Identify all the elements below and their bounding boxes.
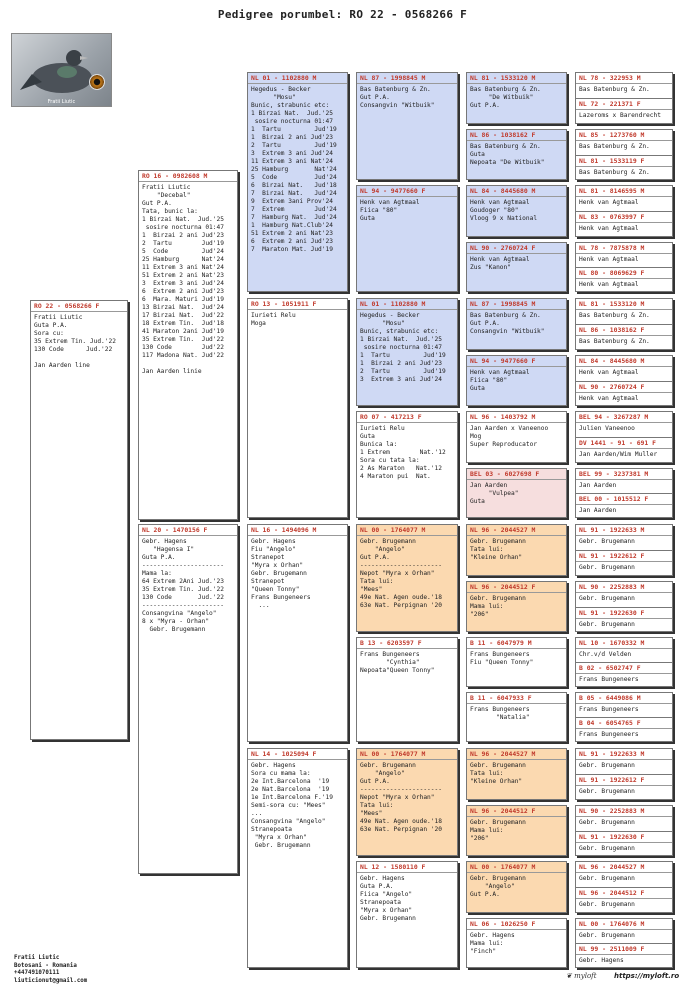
g5-breeder: Gebr. Brugemann (579, 564, 635, 571)
g5-pair-4 (575, 242, 673, 292)
g5-sire (576, 130, 672, 155)
g5-sire (576, 243, 672, 267)
dds-card (356, 748, 458, 856)
g5-pair-5 (575, 298, 673, 350)
g5-sire (576, 919, 672, 943)
g5-breeder: Frans Bungeneers (579, 706, 639, 713)
g5-breeder: Lazeroms x Barendrecht (579, 112, 661, 119)
g5-sire (576, 469, 672, 493)
logo-text: myloft (574, 972, 597, 980)
g5-breeder: Bas Batenburg & Zn. (579, 338, 650, 345)
sss-id: NL 87 - 1998845 M (357, 74, 457, 84)
g4-card-4 (466, 242, 567, 292)
g5-breeder: Bas Batenburg & Zn. (579, 143, 650, 150)
g5-breeder: Bas Batenburg & Zn. (579, 312, 650, 319)
g5-breeder: Jan Aarden (579, 507, 617, 514)
sds-card (356, 298, 458, 406)
sds-id: NL 01 - 1102880 M (357, 300, 457, 310)
ddd-card (356, 861, 458, 968)
g4-id-5: NL 87 - 1998845 M (467, 300, 566, 310)
g5-id: NL 81 - 1533119 F (576, 157, 672, 167)
dsd-text: Frans Bungeneers "Cynthia" Nepoata"Queen Tonny" (360, 651, 435, 674)
g5-dam (576, 267, 672, 291)
g5-breeder: Gebr. Brugemann (579, 901, 635, 908)
g4-card-8 (466, 468, 567, 518)
g5-pair-16 (575, 918, 673, 968)
dam-sire-text: Gebr. Hagens Fiu "Angelo" Stranepot "Myra x Orhan" Gebr. Brugemann Stranepot "Queen Tonny" Frans Bungeneers ... (251, 538, 311, 609)
g4-id-8: BEL 03 - 6027698 F (467, 470, 566, 480)
g5-breeder: Gebr. Hagens (579, 957, 624, 964)
g5-id: NL 90 - 2252883 M (576, 807, 672, 817)
g4-text-3: Henk van Agtmaal Goudoger "80" Vloog 9 x National (470, 199, 538, 222)
sire-dam-id: RO 13 - 1051911 F (248, 300, 347, 310)
g5-id: NL 84 - 8445680 M (576, 357, 672, 367)
g5-id: NL 91 - 1922633 M (576, 526, 672, 536)
g5-id: NL 91 - 1922633 M (576, 750, 672, 760)
g4-text-14: Gebr. Brugemann Mama lui: "206" (470, 819, 526, 842)
g5-breeder: Gebr. Brugemann (579, 538, 635, 545)
g4-id-15: NL 00 - 1764077 M (467, 863, 566, 873)
g4-card-14 (466, 805, 567, 856)
g5-id: B 05 - 6449086 M (576, 694, 672, 704)
g5-dam (576, 381, 672, 406)
g4-text-10: Gebr. Brugemann Mama lui: "206" (470, 595, 526, 618)
g5-breeder: Frans Bungeneers (579, 676, 639, 683)
g5-breeder: Henk van Agtmaal (579, 394, 639, 402)
g5-breeder: Henk van Agtmaal (579, 199, 639, 206)
g4-text-2: Bas Batenburg & Zn. Guta Nepoata "De Witbuik" (470, 143, 545, 166)
g5-dam (576, 437, 672, 462)
g5-dam (576, 662, 672, 686)
g5-dam (576, 98, 672, 123)
g5-dam (576, 155, 672, 180)
g5-pair-3 (575, 185, 673, 237)
g4-id-2: NL 86 - 1038162 F (467, 131, 566, 141)
g5-dam (576, 550, 672, 575)
g5-id: NL 91 - 1922612 F (576, 776, 672, 786)
g5-dam (576, 324, 672, 349)
g4-id-16: NL 06 - 1026250 F (467, 920, 566, 930)
g5-breeder: Henk van Agtmaal (579, 281, 639, 288)
g4-card-9 (466, 524, 567, 576)
g5-id: DV 1441 - 91 - 691 F (576, 439, 672, 449)
g5-dam (576, 774, 672, 799)
owner-contact: Fratii Liutic Botosani - Romania +447491070111 liuticionut@gmail.com (14, 955, 88, 984)
g5-id: NL 96 - 2044512 F (576, 889, 672, 899)
g5-id: NL 78 - 7875878 M (576, 244, 672, 254)
g4-id-10: NL 96 - 2044512 F (467, 583, 566, 593)
sire-sire-id: NL 01 - 1102880 M (248, 74, 347, 84)
g5-breeder: Chr.v/d Velden (579, 651, 632, 658)
dam-dam-id: NL 14 - 1025094 F (248, 750, 347, 760)
sdd-card (356, 411, 458, 518)
g5-sire (576, 862, 672, 887)
g5-id: BEL 99 - 3237381 M (576, 470, 672, 480)
g5-breeder: Gebr. Brugemann (579, 595, 635, 602)
photo-label: Fratii Liutic (47, 99, 76, 105)
g5-dam (576, 607, 672, 632)
g5-pair-7 (575, 411, 673, 463)
g4-text-8: Jan Aarden "Vulpea" Guta (470, 482, 519, 505)
g5-breeder: Henk van Agtmaal (579, 225, 639, 232)
g5-id: NL 10 - 1670332 M (576, 639, 672, 649)
dam-dam-text: Gebr. Hagens Sora cu mama la: 2e Int.Barcelona '19 2e Nat.Barcelona '19 1e Int.Barcelona F.'19 Semi-sora cu: "Mees" ... Consangvina "Angelo" Stranepoata "Myra x Orhan" Gebr. Brugemann (251, 762, 333, 849)
dss-text: Gebr. Brugemann "Angelo" Gut P.A. ---------------------- Nepot "Myra x Orhan" Tata lui: "Mees" 49e Nat. Agen oude.'18 63e Nat. Perpignan '20 (360, 538, 442, 609)
sire-id: RO 16 - 0982608 M (139, 172, 237, 182)
g5-breeder: Jan Aarden (579, 482, 617, 489)
g4-text-5: Bas Batenburg & Zn. Gut P.A. Consangvin "Witbuik" (470, 312, 545, 335)
g5-sire (576, 749, 672, 774)
g4-text-4: Henk van Agtmaal Zus "Kanon" (470, 256, 530, 271)
dds-text: Gebr. Brugemann "Angelo" Gut P.A. ---------------------- Nepot "Myra x Orhan" Tata lui: "Mees" 49e Nat. Agen oude.'18 63e Nat. Perpignan '20 (360, 762, 442, 833)
g4-id-1: NL 81 - 1533120 M (467, 74, 566, 84)
dam-sire-id: NL 16 - 1494096 M (248, 526, 347, 536)
g5-dam (576, 493, 672, 517)
g5-sire (576, 525, 672, 550)
sire-dam-card (247, 298, 348, 518)
g5-pair-1 (575, 72, 673, 124)
dam-text: Gebr. Hagens "Hagensa I" Guta P.A. ---------------------- Mama la: 64 Extrem 2Ani Jud.'23 35 Extrem Tin. Jud.'22 130 Code Jud.'22 ---------------------- Consangvina "Angelo" 8 x "Myra - Orhan" Gebr. Brugemann (142, 538, 224, 633)
g4-id-9: NL 96 - 2044527 M (467, 526, 566, 536)
sss-text: Bas Batenburg & Zn. Gut P.A. Consangvin "Witbuik" (360, 86, 435, 109)
g5-id: NL 81 - 8146595 M (576, 187, 672, 197)
ssd-text: Henk van Agtmaal Fiica "80" Guta (360, 199, 420, 222)
g5-id: NL 78 - 322953 M (576, 74, 672, 84)
dsd-id: B 13 - 6203597 F (357, 639, 457, 649)
g5-sire (576, 73, 672, 98)
g5-id: NL 96 - 2044527 M (576, 863, 672, 873)
sire-text: Fratii Liutic "Decebal" Gut P.A. Tata, bunic la: 1 Birzai Nat. Jud.'25 sosire nocturna 01:47 1 Birzai 2 ani Jud'23 2 Tartu Jud'19 5 Code Jud'24 25 Hamburg Nat'24 11 Extrem 3 ani Nat'24 51 Extrem 2 ani Nat'23 3 Extrem 3 ani Jud'24 6 Extrem 2 ani Jud'23 6 Mara. Maturi Jud'19 13 Birzai Nat. Jud'24 17 Birzai Nat. Jud'22 18 Extrem Tin. Jud'18 41 Maraton 2ani Jud'19 35 Extrem Tin. Jud'22 130 Code Jud'22 117 Madona Nat. Jud'22 Jan Aarden linie (142, 184, 224, 375)
g5-breeder: Julien Vaneenoo (579, 425, 635, 432)
subject-id: RO 22 - 0568266 F (31, 302, 127, 312)
g4-card-1 (466, 72, 567, 124)
g5-id: NL 72 - 221371 F (576, 100, 672, 110)
pigeon-photo (11, 33, 112, 107)
g4-text-13: Gebr. Brugemann Tata lui: "Kleine Orhan" (470, 762, 526, 785)
g5-breeder: Bas Batenburg & Zn. (579, 86, 650, 93)
g5-breeder: Jan Aarden/Wim Muller (579, 451, 658, 458)
ssd-card (356, 185, 458, 292)
g5-id: NL 86 - 1038162 F (576, 326, 672, 336)
g5-breeder: Gebr. Brugemann (579, 620, 635, 628)
g5-breeder: Bas Batenburg & Zn. (579, 168, 650, 176)
g4-id-4: NL 90 - 2760724 F (467, 244, 566, 254)
g4-id-7: NL 96 - 1403792 M (467, 413, 566, 423)
g5-id: NL 91 - 1922630 F (576, 609, 672, 619)
g5-breeder: Gebr. Brugemann (579, 875, 635, 882)
sdd-id: RO 07 - 417213 F (357, 413, 457, 423)
g5-pair-10 (575, 581, 673, 632)
g4-text-12: Frans Bungeneers "Natalia" (470, 706, 530, 721)
dam-card (138, 524, 238, 874)
g5-breeder: Gebr. Brugemann (579, 762, 635, 769)
pigeon-eye-icon (89, 74, 105, 90)
ssd-id: NL 94 - 9477660 F (357, 187, 457, 197)
g5-pair-12 (575, 692, 673, 742)
dss-card (356, 524, 458, 632)
g4-id-13: NL 96 - 2044527 M (467, 750, 566, 760)
g4-card-5 (466, 298, 567, 350)
ddd-text: Gebr. Hagens Guta P.A. Fiica "Angelo" Stranepoata "Myra x Orhan" Gebr. Brugemann (360, 875, 416, 922)
g5-id: NL 90 - 2760724 F (576, 383, 672, 393)
g5-pair-15 (575, 861, 673, 913)
g5-breeder: Henk van Agtmaal (579, 369, 639, 376)
g5-breeder: Gebr. Brugemann (579, 932, 635, 939)
g5-id: NL 81 - 1533120 M (576, 300, 672, 310)
g5-sire (576, 638, 672, 662)
g4-text-6: Henk van Agtmaal Fiica "80" Guta (470, 369, 530, 392)
dam-sire-card (247, 524, 348, 742)
g5-sire (576, 693, 672, 717)
g5-sire (576, 806, 672, 831)
g4-card-13 (466, 748, 567, 800)
g5-sire (576, 582, 672, 607)
g5-id: BEL 94 - 3267287 M (576, 413, 672, 423)
g4-text-7: Jan Aarden x Vaneenoo Mog Super Reproducator (470, 425, 549, 448)
g5-id: NL 91 - 1922612 F (576, 552, 672, 562)
g4-card-16 (466, 918, 567, 968)
myloft-logo (566, 972, 597, 980)
g5-breeder: Frans Bungeneers (579, 731, 639, 738)
g5-dam (576, 717, 672, 741)
g4-id-3: NL 84 - 8445680 M (467, 187, 566, 197)
g4-card-15 (466, 861, 567, 913)
g4-card-7 (466, 411, 567, 463)
g5-pair-14 (575, 805, 673, 856)
sds-text: Hegedus - Becker "Mosu" Bunic, strabunic etc: 1 Birzai Nat. Jud.'25 sosire nocturna 01:47 1 Tartu Jud'19 1 Birzai 2 ani Jud'23 2 Tartu Jud'19 3 Extrem 3 ani Jud'24 (360, 312, 446, 383)
g5-id: B 04 - 6054765 F (576, 719, 672, 729)
dds-id: NL 00 - 1764077 M (357, 750, 457, 760)
g5-breeder: Gebr. Brugemann (579, 844, 635, 852)
g4-text-16: Gebr. Hagens Mama lui: "Finch" (470, 932, 515, 955)
g4-text-9: Gebr. Brugemann Tata lui: "Kleine Orhan" (470, 538, 526, 561)
g5-id: NL 90 - 2252883 M (576, 583, 672, 593)
g5-id: NL 99 - 2511009 F (576, 945, 672, 955)
g4-card-10 (466, 581, 567, 632)
g5-pair-2 (575, 129, 673, 180)
g5-id: B 02 - 6502747 F (576, 664, 672, 674)
g5-breeder: Gebr. Brugemann (579, 819, 635, 826)
g5-sire (576, 299, 672, 324)
dam-id: NL 20 - 1470156 F (139, 526, 237, 536)
g5-id: NL 91 - 1922630 F (576, 833, 672, 843)
g4-card-11 (466, 637, 567, 687)
dam-dam-card (247, 748, 348, 968)
g4-card-12 (466, 692, 567, 742)
sire-card (138, 170, 238, 520)
g5-id: NL 85 - 1273760 M (576, 131, 672, 141)
g4-card-3 (466, 185, 567, 237)
g4-text-11: Frans Bungeneers Fiu "Queen Tonny" (470, 651, 534, 666)
g5-pair-6 (575, 355, 673, 406)
g5-id: BEL 00 - 1015512 F (576, 495, 672, 505)
dss-id: NL 00 - 1764077 M (357, 526, 457, 536)
g5-dam (576, 831, 672, 856)
ddd-id: NL 12 - 1580110 F (357, 863, 457, 873)
g4-text-1: Bas Batenburg & Zn. "De Witbuik" Gut P.A. (470, 86, 541, 109)
g4-text-15: Gebr. Brugemann "Angelo" Gut P.A. (470, 875, 526, 898)
g5-id: NL 00 - 1764076 M (576, 920, 672, 930)
sss-card (356, 72, 458, 180)
sdd-text: Iurieti Relu Guta Bunica la: 1 Extrem Nat.'12 Sora cu tata la: 2 As Maraton Nat.'12 4 Maraton pui Nat. (360, 425, 446, 480)
dsd-card (356, 637, 458, 742)
g4-card-2 (466, 129, 567, 180)
dove-icon: ❦ (566, 972, 572, 980)
site-link[interactable]: https://myloft.ro (614, 972, 680, 980)
g5-dam (576, 211, 672, 236)
g5-sire (576, 186, 672, 211)
g5-pair-11 (575, 637, 673, 687)
g5-breeder: Henk van Agtmaal (579, 256, 639, 263)
g5-sire (576, 412, 672, 437)
subject-text: Fratii Liutic Guta P.A. Sora cu: 35 Extrem Tin. Jud.'22 130 Code Jud.'22 Jan Aarden line (34, 314, 116, 369)
sire-sire-text: Hegedus - Becker "Mosu" Bunic, strabunic etc: 1 Birzai Nat. Jud.'25 sosire nocturna 01:47 1 Tartu Jud'19 1 Birzai 2 ani Jud'23 2 Tartu Jud'19 3 Extrem 3 ani Jud'24 11 Extrem 3 ani Nat'24 25 Hamburg Nat'24 5 Code Jud'24 6 Birzai Nat. Jud'18 7 Birzai Nat. Jud'24 9 Extrem 3ani Prov'24 7 Extrem Jud'24 7 Hamburg Nat. Jud'24 1 Hamburg Nat.Club'24 51 Extrem 2 ani Nat'23 6 Extrem 2 ani Jud'23 7 Maraton Mat. Jud'19 (251, 86, 337, 253)
g4-id-6: NL 94 - 9477660 F (467, 357, 566, 367)
g4-id-12: B 11 - 6047933 F (467, 694, 566, 704)
sire-sire-card (247, 72, 348, 292)
g4-card-6 (466, 355, 567, 406)
g5-pair-9 (575, 524, 673, 576)
page-title: Pedigree porumbel: RO 22 - 0568266 F (217, 8, 468, 21)
g5-pair-8 (575, 468, 673, 518)
g5-dam (576, 887, 672, 912)
g4-id-11: B 11 - 6047979 M (467, 639, 566, 649)
g5-id: NL 83 - 0763997 F (576, 213, 672, 223)
subject-card (30, 300, 128, 740)
sire-dam-text: Iurieti Relu Moga (251, 312, 296, 327)
g5-pair-13 (575, 748, 673, 800)
g5-breeder: Gebr. Brugemann (579, 788, 635, 795)
g5-sire (576, 356, 672, 381)
g4-id-14: NL 96 - 2044512 F (467, 807, 566, 817)
g5-id: NL 80 - 8069629 F (576, 269, 672, 279)
pigeon-icon (12, 34, 111, 106)
g5-dam (576, 943, 672, 967)
